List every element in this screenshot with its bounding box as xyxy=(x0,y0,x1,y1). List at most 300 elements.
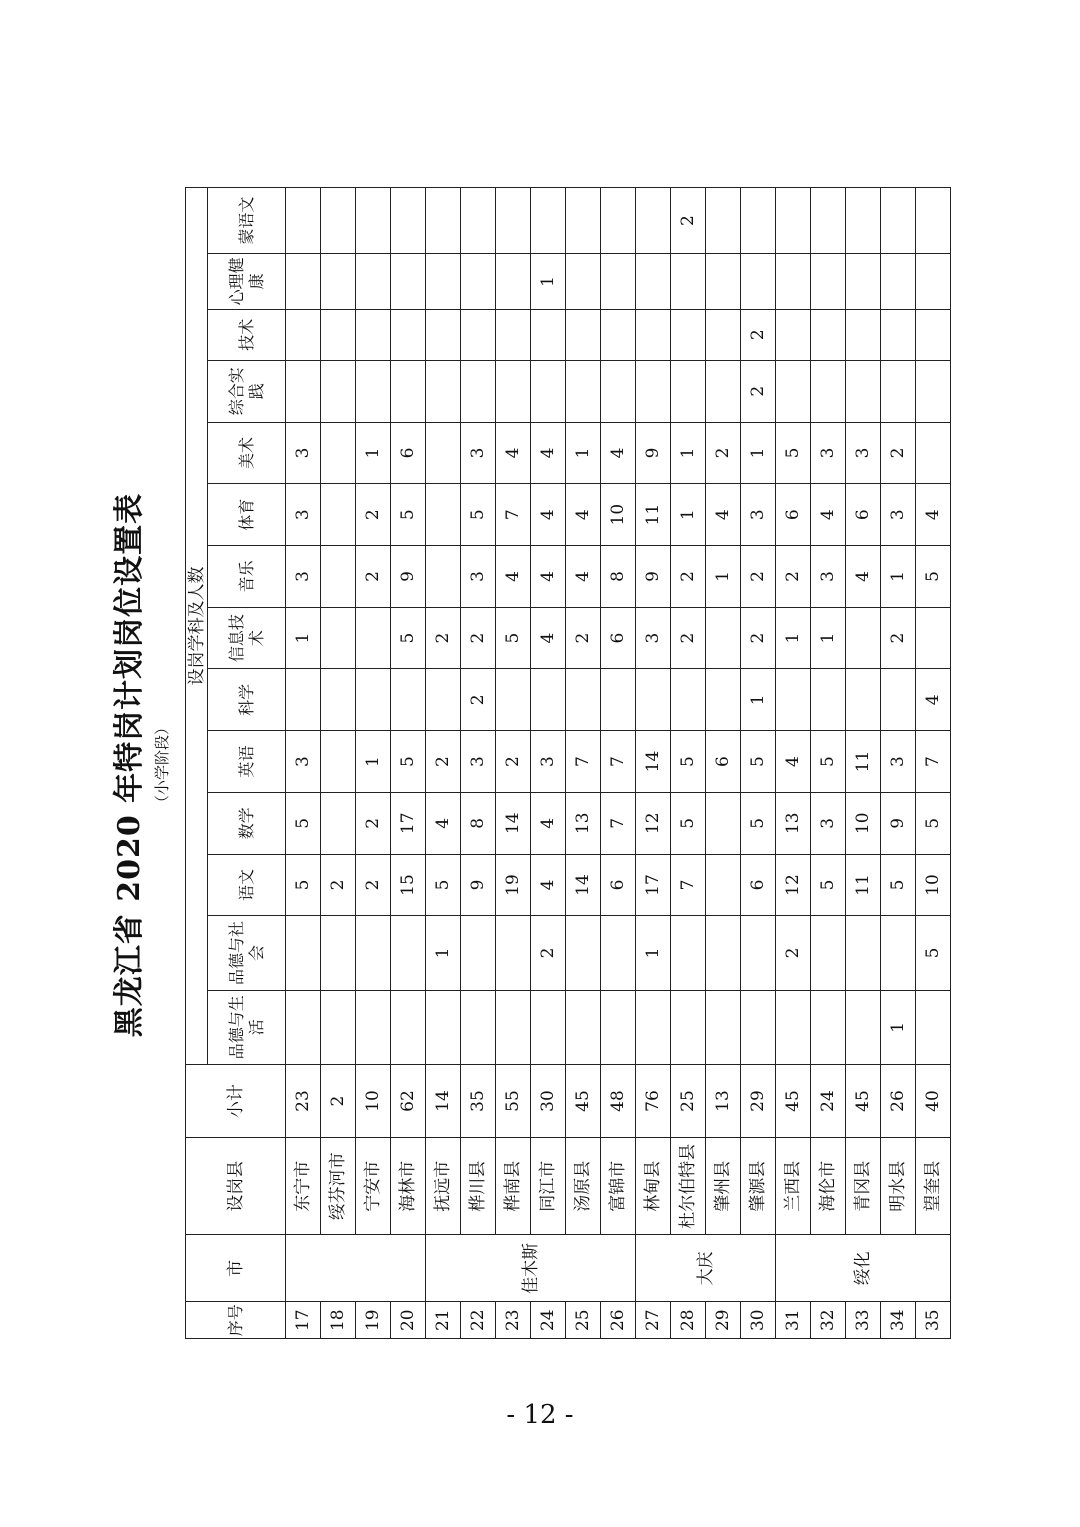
cell-subject-count: 14 xyxy=(496,792,531,854)
cell-subject-count xyxy=(426,188,461,254)
cell-subject-count: 4 xyxy=(846,546,881,608)
cell-subject-count xyxy=(426,309,461,360)
cell-subject-count: 7 xyxy=(916,731,951,793)
cell-subject-count: 5 xyxy=(496,607,531,669)
cell-subject-count xyxy=(776,669,811,731)
cell-subject-count: 17 xyxy=(391,792,426,854)
cell-subject-count: 4 xyxy=(601,422,636,484)
cell-subject-count: 5 xyxy=(916,916,951,990)
cell-subject-count xyxy=(601,990,636,1064)
rotated-table-region xyxy=(110,185,955,1345)
cell-subject-count: 2 xyxy=(356,854,391,916)
cell-subject-count: 2 xyxy=(671,546,706,608)
cell-subject-count xyxy=(916,607,951,669)
cell-county: 富锦市 xyxy=(601,1138,636,1235)
cell-subject-count: 1 xyxy=(776,607,811,669)
cell-seq: 34 xyxy=(881,1302,916,1339)
cell-subject-count xyxy=(741,188,776,254)
cell-subject-count: 1 xyxy=(356,731,391,793)
cell-subject-count: 4 xyxy=(566,484,601,546)
cell-subject-count: 4 xyxy=(531,546,566,608)
cell-subject-count: 5 xyxy=(776,422,811,484)
cell-seq: 25 xyxy=(566,1302,601,1339)
cell-subject-count xyxy=(846,254,881,309)
cell-subject-count: 5 xyxy=(286,854,321,916)
cell-subject-count: 10 xyxy=(601,484,636,546)
cell-county: 青冈县 xyxy=(846,1138,881,1235)
cell-subtotal: 26 xyxy=(881,1064,916,1137)
cell-subject-count xyxy=(426,360,461,422)
cell-subject-count xyxy=(496,990,531,1064)
cell-subject-count xyxy=(286,309,321,360)
table-row xyxy=(496,188,531,1339)
cell-subject-count: 8 xyxy=(601,546,636,608)
cell-subject-count xyxy=(426,422,461,484)
cell-subject-count xyxy=(321,546,356,608)
cell-subject-count xyxy=(811,254,846,309)
cell-subject-count: 5 xyxy=(671,792,706,854)
cell-subject-count: 3 xyxy=(286,546,321,608)
cell-subject-count xyxy=(671,360,706,422)
cell-subject-count: 3 xyxy=(811,792,846,854)
cell-subject-count: 1 xyxy=(531,254,566,309)
header-subject: 语文 xyxy=(208,854,286,916)
header-subject: 美术 xyxy=(208,422,286,484)
cell-subtotal: 25 xyxy=(671,1064,706,1137)
cell-subject-count: 3 xyxy=(881,731,916,793)
cell-city: 佳木斯 xyxy=(426,1235,636,1302)
cell-seq: 29 xyxy=(706,1302,741,1339)
cell-subject-count xyxy=(496,188,531,254)
cell-seq: 18 xyxy=(321,1302,356,1339)
cell-subject-count xyxy=(671,990,706,1064)
cell-subject-count xyxy=(811,916,846,990)
table-row xyxy=(671,188,706,1339)
cell-subject-count xyxy=(496,360,531,422)
cell-county: 抚远市 xyxy=(426,1138,461,1235)
cell-subject-count xyxy=(531,188,566,254)
cell-subject-count xyxy=(391,916,426,990)
cell-subject-count xyxy=(496,669,531,731)
cell-subject-count xyxy=(391,360,426,422)
cell-subject-count: 4 xyxy=(496,422,531,484)
cell-subject-count xyxy=(566,916,601,990)
cell-subject-count xyxy=(706,990,741,1064)
cell-subject-count xyxy=(321,360,356,422)
table-row xyxy=(356,188,391,1339)
table-row xyxy=(706,188,741,1339)
table-row xyxy=(531,188,566,1339)
cell-subject-count: 3 xyxy=(461,731,496,793)
cell-subject-count: 7 xyxy=(601,792,636,854)
cell-subtotal: 55 xyxy=(496,1064,531,1137)
cell-county: 同江市 xyxy=(531,1138,566,1235)
cell-subject-count: 4 xyxy=(531,422,566,484)
cell-subject-count xyxy=(566,669,601,731)
cell-subject-count xyxy=(601,254,636,309)
cell-subject-count xyxy=(321,484,356,546)
header-city: 市 xyxy=(186,1235,286,1302)
cell-subject-count xyxy=(356,188,391,254)
cell-subject-count: 8 xyxy=(461,792,496,854)
cell-subject-count xyxy=(391,669,426,731)
cell-subject-count xyxy=(356,309,391,360)
cell-subject-count xyxy=(531,669,566,731)
cell-subject-count: 3 xyxy=(461,422,496,484)
cell-subject-count: 7 xyxy=(601,731,636,793)
cell-seq: 23 xyxy=(496,1302,531,1339)
cell-subject-count: 3 xyxy=(846,422,881,484)
cell-subject-count: 12 xyxy=(776,854,811,916)
cell-subject-count xyxy=(741,916,776,990)
cell-city xyxy=(286,1235,426,1302)
cell-subject-count xyxy=(601,188,636,254)
cell-subject-count xyxy=(706,792,741,854)
cell-subject-count: 4 xyxy=(531,607,566,669)
cell-county: 东宁市 xyxy=(286,1138,321,1235)
cell-subject-count xyxy=(461,916,496,990)
cell-subject-count: 9 xyxy=(636,422,671,484)
cell-subtotal: 2 xyxy=(321,1064,356,1137)
cell-subject-count xyxy=(321,254,356,309)
cell-subtotal: 62 xyxy=(391,1064,426,1137)
cell-subject-count: 5 xyxy=(391,484,426,546)
cell-subject-count: 1 xyxy=(356,422,391,484)
cell-seq: 30 xyxy=(741,1302,776,1339)
cell-subject-count xyxy=(881,916,916,990)
cell-subject-count: 1 xyxy=(671,484,706,546)
cell-subject-count xyxy=(671,254,706,309)
cell-subject-count: 5 xyxy=(741,731,776,793)
cell-subject-count: 3 xyxy=(741,484,776,546)
cell-subject-count: 5 xyxy=(811,854,846,916)
cell-subject-count: 4 xyxy=(496,546,531,608)
cell-subject-count: 2 xyxy=(706,422,741,484)
cell-seq: 33 xyxy=(846,1302,881,1339)
cell-subject-count: 2 xyxy=(356,546,391,608)
header-subject: 综合实践 xyxy=(208,360,286,422)
cell-seq: 35 xyxy=(916,1302,951,1339)
cell-subject-count: 15 xyxy=(391,854,426,916)
cell-county: 林甸县 xyxy=(636,1138,671,1235)
cell-subject-count xyxy=(426,546,461,608)
cell-subject-count: 2 xyxy=(356,484,391,546)
cell-seq: 19 xyxy=(356,1302,391,1339)
cell-subtotal: 23 xyxy=(286,1064,321,1137)
table-row xyxy=(846,188,881,1339)
cell-subject-count xyxy=(321,669,356,731)
table-row xyxy=(636,188,671,1339)
cell-subject-count: 1 xyxy=(426,916,461,990)
cell-county: 绥芬河市 xyxy=(321,1138,356,1235)
cell-subject-count xyxy=(881,669,916,731)
cell-subject-count xyxy=(356,669,391,731)
cell-subject-count: 2 xyxy=(741,360,776,422)
header-subject: 蒙语文 xyxy=(208,188,286,254)
table-row xyxy=(391,188,426,1339)
cell-subject-count: 4 xyxy=(811,484,846,546)
cell-subject-count: 2 xyxy=(426,731,461,793)
cell-subject-count: 2 xyxy=(461,607,496,669)
cell-subject-count xyxy=(496,309,531,360)
cell-subject-count: 6 xyxy=(391,422,426,484)
cell-subject-count xyxy=(916,360,951,422)
cell-subject-count xyxy=(706,916,741,990)
cell-subject-count: 5 xyxy=(881,854,916,916)
table-row xyxy=(426,188,461,1339)
cell-subtotal: 45 xyxy=(846,1064,881,1137)
table-row xyxy=(566,188,601,1339)
cell-subject-count xyxy=(461,309,496,360)
cell-subject-count: 13 xyxy=(566,792,601,854)
cell-subject-count xyxy=(671,916,706,990)
cell-subject-count: 4 xyxy=(916,669,951,731)
cell-subject-count xyxy=(846,607,881,669)
cell-subject-count: 14 xyxy=(636,731,671,793)
table-row xyxy=(811,188,846,1339)
header-subject: 英语 xyxy=(208,731,286,793)
cell-subject-count: 1 xyxy=(671,422,706,484)
cell-subject-count: 2 xyxy=(881,607,916,669)
cell-subject-count xyxy=(706,309,741,360)
cell-subject-count xyxy=(321,916,356,990)
header-subject: 技术 xyxy=(208,309,286,360)
cell-subject-count: 2 xyxy=(356,792,391,854)
cell-subject-count xyxy=(496,254,531,309)
cell-subject-count: 2 xyxy=(741,546,776,608)
cell-subject-count: 6 xyxy=(741,854,776,916)
cell-subject-count: 11 xyxy=(636,484,671,546)
cell-subject-count xyxy=(671,309,706,360)
cell-subject-count: 1 xyxy=(566,422,601,484)
cell-subject-count: 3 xyxy=(286,731,321,793)
cell-subject-count: 2 xyxy=(671,607,706,669)
cell-subject-count xyxy=(286,669,321,731)
cell-seq: 20 xyxy=(391,1302,426,1339)
cell-county: 兰西县 xyxy=(776,1138,811,1235)
header-subject: 体育 xyxy=(208,484,286,546)
header-county: 设岗县 xyxy=(186,1138,286,1235)
cell-subtotal: 29 xyxy=(741,1064,776,1137)
cell-subject-count: 5 xyxy=(391,607,426,669)
cell-subject-count xyxy=(916,990,951,1064)
document-title: 黑龙江省 2020 年特岗计划岗位设置表 xyxy=(112,492,147,1038)
cell-subject-count: 1 xyxy=(286,607,321,669)
cell-subject-count: 4 xyxy=(426,792,461,854)
cell-subject-count xyxy=(741,990,776,1064)
cell-subject-count: 9 xyxy=(391,546,426,608)
cell-subject-count: 6 xyxy=(846,484,881,546)
cell-subtotal: 13 xyxy=(706,1064,741,1137)
cell-subject-count xyxy=(916,254,951,309)
cell-subject-count xyxy=(461,990,496,1064)
cell-subject-count: 2 xyxy=(741,309,776,360)
cell-subject-count xyxy=(776,309,811,360)
cell-subtotal: 35 xyxy=(461,1064,496,1137)
cell-subject-count: 2 xyxy=(741,607,776,669)
cell-subject-count xyxy=(636,990,671,1064)
cell-subject-count xyxy=(846,309,881,360)
cell-subject-count: 6 xyxy=(601,607,636,669)
cell-subject-count xyxy=(426,254,461,309)
cell-subject-count xyxy=(636,309,671,360)
cell-subject-count xyxy=(881,254,916,309)
cell-subject-count: 3 xyxy=(286,422,321,484)
cell-subject-count xyxy=(846,916,881,990)
cell-subject-count: 17 xyxy=(636,854,671,916)
cell-subject-count xyxy=(426,990,461,1064)
cell-county: 肇州县 xyxy=(706,1138,741,1235)
cell-subtotal: 10 xyxy=(356,1064,391,1137)
cell-subject-count xyxy=(776,990,811,1064)
header-subject: 科学 xyxy=(208,669,286,731)
cell-subject-count xyxy=(846,990,881,1064)
cell-county: 桦川县 xyxy=(461,1138,496,1235)
cell-subject-count: 2 xyxy=(321,854,356,916)
cell-subject-count: 1 xyxy=(741,422,776,484)
cell-seq: 21 xyxy=(426,1302,461,1339)
cell-subject-count xyxy=(601,669,636,731)
cell-subject-count xyxy=(706,854,741,916)
page-number: - 12 - xyxy=(506,1400,574,1430)
cell-subject-count: 2 xyxy=(426,607,461,669)
cell-subject-count: 2 xyxy=(566,607,601,669)
cell-subject-count: 10 xyxy=(916,854,951,916)
cell-subject-count xyxy=(391,254,426,309)
cell-seq: 28 xyxy=(671,1302,706,1339)
cell-subject-count xyxy=(776,360,811,422)
cell-subject-count: 3 xyxy=(531,731,566,793)
cell-subject-count: 13 xyxy=(776,792,811,854)
cell-subject-count xyxy=(286,916,321,990)
cell-subject-count xyxy=(391,309,426,360)
cell-subject-count xyxy=(461,360,496,422)
cell-subject-count xyxy=(601,916,636,990)
cell-subject-count: 3 xyxy=(811,422,846,484)
cell-seq: 26 xyxy=(601,1302,636,1339)
cell-subject-count: 10 xyxy=(846,792,881,854)
cell-county: 宁安市 xyxy=(356,1138,391,1235)
cell-subject-count: 7 xyxy=(496,484,531,546)
cell-seq: 24 xyxy=(531,1302,566,1339)
cell-subject-count xyxy=(916,309,951,360)
cell-county: 明水县 xyxy=(881,1138,916,1235)
cell-subject-count xyxy=(881,309,916,360)
cell-subject-count: 7 xyxy=(671,854,706,916)
cell-subject-count xyxy=(706,360,741,422)
cell-subject-count xyxy=(321,990,356,1064)
cell-subject-count: 4 xyxy=(566,546,601,608)
header-seq: 序号 xyxy=(186,1302,286,1339)
cell-subtotal: 24 xyxy=(811,1064,846,1137)
header-subject: 信息技术 xyxy=(208,607,286,669)
cell-subtotal: 14 xyxy=(426,1064,461,1137)
cell-subject-count xyxy=(356,254,391,309)
cell-subject-count xyxy=(286,360,321,422)
cell-subtotal: 48 xyxy=(601,1064,636,1137)
cell-county: 望奎县 xyxy=(916,1138,951,1235)
cell-subject-count xyxy=(846,669,881,731)
cell-subject-count xyxy=(461,254,496,309)
cell-subject-count: 2 xyxy=(461,669,496,731)
cell-subject-count: 4 xyxy=(531,484,566,546)
cell-subject-count: 6 xyxy=(601,854,636,916)
cell-subject-count: 11 xyxy=(846,854,881,916)
cell-subject-count xyxy=(566,188,601,254)
cell-subject-count: 6 xyxy=(706,731,741,793)
cell-subject-count: 5 xyxy=(741,792,776,854)
table-row xyxy=(776,188,811,1339)
cell-subject-count xyxy=(321,309,356,360)
cell-seq: 17 xyxy=(286,1302,321,1339)
cell-subject-count: 4 xyxy=(531,854,566,916)
cell-subject-count xyxy=(706,254,741,309)
cell-subject-count xyxy=(356,360,391,422)
cell-subject-count xyxy=(321,422,356,484)
cell-subject-count xyxy=(636,254,671,309)
cell-seq: 32 xyxy=(811,1302,846,1339)
cell-seq: 27 xyxy=(636,1302,671,1339)
cell-subtotal: 40 xyxy=(916,1064,951,1137)
cell-subject-count xyxy=(846,188,881,254)
cell-subject-count: 11 xyxy=(846,731,881,793)
header-subject-group: 设岗学科及人数 xyxy=(186,188,208,1065)
cell-subject-count xyxy=(566,360,601,422)
cell-subject-count xyxy=(706,669,741,731)
cell-subject-count: 1 xyxy=(881,990,916,1064)
cell-subject-count xyxy=(321,792,356,854)
cell-subject-count: 2 xyxy=(671,188,706,254)
cell-subject-count xyxy=(461,188,496,254)
table-row xyxy=(916,188,951,1339)
header-subtotal: 小计 xyxy=(186,1064,286,1137)
header-subject: 品德与生活 xyxy=(208,990,286,1064)
cell-subtotal: 45 xyxy=(776,1064,811,1137)
cell-subject-count: 4 xyxy=(776,731,811,793)
table-row xyxy=(461,188,496,1339)
cell-subject-count: 4 xyxy=(916,484,951,546)
cell-subject-count: 9 xyxy=(881,792,916,854)
cell-subject-count xyxy=(356,990,391,1064)
cell-subject-count xyxy=(321,188,356,254)
cell-subject-count xyxy=(776,188,811,254)
header-subject: 音乐 xyxy=(208,546,286,608)
cell-subject-count: 1 xyxy=(881,546,916,608)
header-subject: 数学 xyxy=(208,792,286,854)
cell-subject-count xyxy=(706,607,741,669)
cell-subject-count xyxy=(811,188,846,254)
cell-subject-count xyxy=(706,188,741,254)
cell-subject-count xyxy=(356,607,391,669)
cell-subject-count xyxy=(636,360,671,422)
cell-subject-count: 3 xyxy=(461,546,496,608)
cell-subject-count: 3 xyxy=(286,484,321,546)
table-row xyxy=(741,188,776,1339)
cell-subject-count xyxy=(811,309,846,360)
table-row xyxy=(881,188,916,1339)
cell-subject-count xyxy=(916,188,951,254)
cell-subject-count xyxy=(321,607,356,669)
cell-subject-count: 9 xyxy=(461,854,496,916)
cell-subject-count: 5 xyxy=(426,854,461,916)
cell-subject-count xyxy=(566,990,601,1064)
header-subject: 心理健康 xyxy=(208,254,286,309)
header-subject: 品德与社会 xyxy=(208,916,286,990)
cell-subject-count: 12 xyxy=(636,792,671,854)
cell-subject-count xyxy=(531,360,566,422)
cell-subject-count: 5 xyxy=(916,546,951,608)
cell-subject-count: 14 xyxy=(566,854,601,916)
